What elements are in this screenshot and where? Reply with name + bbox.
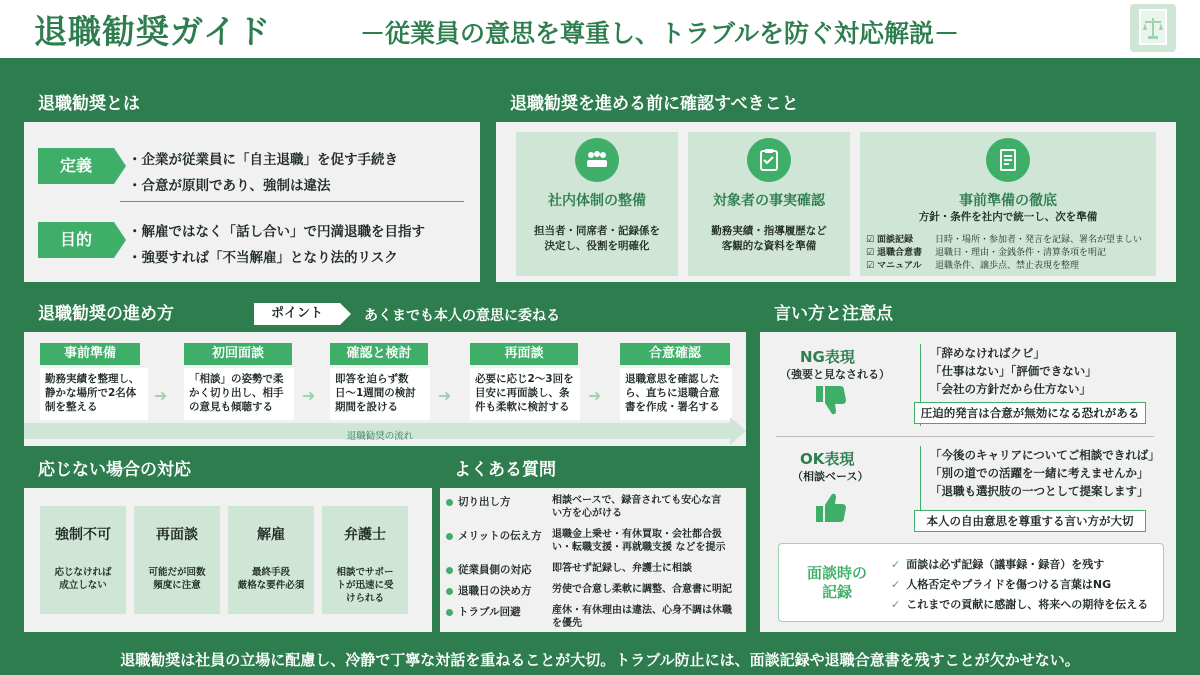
step-title: 事前準備 xyxy=(40,343,140,365)
meeting-record-text: 面談は必ず記録（議事録・録音）を残す xyxy=(906,558,1105,571)
step-title: 確認と検討 xyxy=(330,343,428,365)
checklist-label: 面談記録 xyxy=(876,235,913,245)
ok-sublabel: （相談ベース） xyxy=(792,470,869,483)
faq-question-text: 切り出し方 xyxy=(458,496,511,508)
clipboard-check-icon xyxy=(747,138,791,182)
meeting-record-title xyxy=(787,564,887,602)
refuse-option xyxy=(134,506,220,614)
card-title: 対象者の事実確認 xyxy=(713,193,825,209)
checklist-item: ☑ 面談記録 日時・場所・参加者・発言を記録、署名が望ましい xyxy=(866,232,1142,245)
meeting-record-line xyxy=(891,596,1148,612)
thumbs-down-icon xyxy=(814,384,850,420)
card-body-line: 勤務実績・指導履歴など xyxy=(711,225,827,237)
checklist-desc: 退職条件、譲歩点、禁止表現を整理 xyxy=(934,261,1079,271)
refuse-option-line: 厳格な要件必須 xyxy=(237,580,305,591)
faq-question-text: 退職日の決め方 xyxy=(458,585,532,597)
checklist-desc: 退職日・理由・金銭条件・清算条項を明記 xyxy=(934,248,1106,258)
footer-summary: 退職勧奨は社員の立場に配慮し、冷静で丁寧な対話を重ねることが大切。トラブル防止には、面談記録や退職合意書を残すことが欠かせない。 xyxy=(120,651,1080,669)
checklist-label: マニュアル xyxy=(876,261,922,271)
refuse-option xyxy=(228,506,314,614)
faq-panel xyxy=(440,452,746,632)
card-body-line: 決定し、役割を明確化 xyxy=(544,240,650,252)
refuse-option-line: 最終手段 xyxy=(251,567,290,578)
step-body: 「相談」の姿勢で柔かく切り出し、相手の意見も傾聴する xyxy=(184,368,294,420)
thumbs-up-icon xyxy=(814,492,850,528)
step-title: 合意確認 xyxy=(620,343,730,365)
ng-label: NG表現 xyxy=(800,348,855,366)
faq-answer xyxy=(552,528,725,554)
meeting-record-text: 人格否定やプライドを傷つける言葉はNG xyxy=(906,578,1112,591)
page-title: 退職勧奨ガイド xyxy=(34,12,272,51)
card-body-line: 担当者・同席者・記録係を xyxy=(534,225,660,237)
bullet-dot-icon xyxy=(446,499,453,506)
ok-phrase: 「別の道での活躍を一緒に考えませんか」 xyxy=(930,466,1149,480)
step-title: 初回面談 xyxy=(184,343,292,365)
step-body: 即答を迫らず数日〜1週間の検討期間を設ける xyxy=(330,368,430,420)
faq-question-text: トラブル回避 xyxy=(458,606,521,618)
faq-answer-line: 相談ベースで、録音されても安心な言 xyxy=(552,495,722,506)
purpose-line: ・強要すれば「不当解雇」となり法的リスク xyxy=(128,250,398,266)
bullet-dot-icon xyxy=(446,567,453,574)
faq-answer xyxy=(552,494,721,520)
faq-heading: よくある質問 xyxy=(440,452,746,488)
faq-question xyxy=(446,604,521,619)
definition-tag: 定義 xyxy=(38,148,114,184)
refuse-option-line: 頻度に注意 xyxy=(153,580,201,591)
law-book-scale-icon xyxy=(1130,4,1176,52)
refuse-option-body xyxy=(134,566,220,592)
ok-phrase: 「退職も選択肢の一つとして提案します」 xyxy=(930,484,1149,498)
header xyxy=(0,0,1200,58)
faq-answer-line: 労使で合意し柔軟に調整、合意書に明記 xyxy=(552,584,732,595)
refuse-option-line: けられる xyxy=(345,593,384,604)
faq-question-text: 従業員側の対応 xyxy=(458,564,532,576)
about-panel xyxy=(24,86,480,282)
refuse-option-line: トが迅速に受 xyxy=(336,580,394,591)
arrow-right-icon: ➜ xyxy=(438,386,452,405)
step-body: 勤務実績を整理し、静かな場所で2名体制を整える xyxy=(40,368,148,420)
faq-answer xyxy=(552,583,732,596)
refuse-option-body xyxy=(322,566,408,605)
faq-answer xyxy=(552,604,732,630)
meeting-record-title-line: 面談時の xyxy=(806,564,867,582)
check-icon: ✓ xyxy=(891,558,901,571)
faq-question xyxy=(446,528,542,543)
refuse-option xyxy=(40,506,126,614)
ok-label: OK表現 xyxy=(800,450,855,468)
refuse-option-line: 応じなければ xyxy=(54,567,112,578)
definition-line: ・合意が原則であり、強制は違法 xyxy=(128,178,331,194)
document-icon xyxy=(986,138,1030,182)
checklist-desc: 日時・場所・参加者・発言を記録、署名が望ましい xyxy=(934,235,1142,245)
step-body: 必要に応じ2〜3回を目安に再面談し、条件も柔軟に検討する xyxy=(470,368,580,420)
card-fact-check xyxy=(688,132,850,276)
bullet-dot-icon xyxy=(446,533,453,540)
arrow-right-icon: ➜ xyxy=(154,386,168,405)
step-body: 退職意思を確認したら、直ちに退職合意書を作成・署名する xyxy=(620,368,732,420)
check-icon: ✓ xyxy=(891,598,901,611)
check-icon: ✓ xyxy=(891,578,901,591)
faq-answer-line: 即答せず記録し、弁護士に相談 xyxy=(552,563,692,574)
faq-answer-line: い方を心がける xyxy=(552,508,622,519)
divider xyxy=(120,201,464,202)
ok-note: 本人の自由意思を尊重する言い方が大切 xyxy=(914,510,1146,532)
ok-phrase: 「今後のキャリアについてご相談できれば」 xyxy=(930,448,1160,462)
card-preparation xyxy=(860,132,1156,276)
refuse-option-body xyxy=(40,566,126,592)
faq-answer-line: を優先 xyxy=(552,618,582,629)
refuse-option-line: 相談でサポー xyxy=(336,567,394,578)
refuse-option-line: 成立しない xyxy=(59,580,107,591)
page-subtitle: －従業員の意思を尊重し、トラブルを防ぐ対応解説－ xyxy=(360,19,960,48)
faq-question xyxy=(446,494,511,509)
faq-question xyxy=(446,562,532,577)
flow-label: 退職勧奨の流れ xyxy=(346,431,414,442)
definition-line: ・企業が従業員に「自主退職」を促す手続き xyxy=(128,152,398,168)
checklist-item: ☑ 退職合意書 退職日・理由・金銭条件・清算条項を明記 xyxy=(866,245,1106,258)
faq-answer xyxy=(552,562,692,575)
step-title: 再面談 xyxy=(470,343,578,365)
card-body xyxy=(516,224,678,254)
refuse-heading: 応じない場合の対応 xyxy=(24,452,432,488)
refuse-panel xyxy=(24,452,432,632)
refuse-option-body xyxy=(228,566,314,592)
meeting-record-title-line: 記録 xyxy=(821,583,852,601)
refuse-option-title: 解雇 xyxy=(257,527,285,543)
bullet-dot-icon xyxy=(446,588,453,595)
arrow-right-icon: ➜ xyxy=(588,386,602,405)
confirm-heading: 退職勧奨を進める前に確認すべきこと xyxy=(496,86,1176,122)
people-icon xyxy=(575,138,619,182)
refuse-option-title: 弁護士 xyxy=(344,527,386,543)
process-heading: 退職勧奨の進め方 xyxy=(24,296,746,332)
checklist-item: ☑ マニュアル 退職条件、譲歩点、禁止表現を整理 xyxy=(866,258,1079,271)
faq-answer-line: 産休・有休理由は違法、心身不調は休職 xyxy=(552,605,732,616)
point-tag: ポイント xyxy=(254,303,340,325)
ng-note: 圧迫的発言は合意が無効になる恐れがある xyxy=(914,402,1146,424)
refuse-option xyxy=(322,506,408,614)
speech-heading: 言い方と注意点 xyxy=(760,296,1176,332)
meeting-record-line xyxy=(891,556,1104,572)
point-message: あくまでも本人の意思に委ねる xyxy=(364,308,560,324)
card-title: 社内体制の整備 xyxy=(548,193,646,209)
refuse-option-title: 強制不可 xyxy=(55,527,111,543)
checklist-label: 退職合意書 xyxy=(876,248,922,258)
faq-answer-line: い・転職支援・再就職支援 などを提示 xyxy=(552,542,726,553)
ng-phrase: 「辞めなければクビ」 xyxy=(930,346,1045,360)
faq-question xyxy=(446,583,532,598)
meeting-record-text: これまでの貢献に感謝し、将来への期待を伝える xyxy=(906,598,1149,611)
ng-sublabel: （強要と見なされる） xyxy=(780,368,890,381)
card-body xyxy=(688,224,850,254)
card-body-line: 方針・条件を社内で統一し、次を準備 xyxy=(918,211,1098,223)
divider xyxy=(776,436,1154,437)
about-heading: 退職勧奨とは xyxy=(24,86,480,122)
confirm-panel xyxy=(496,86,1176,282)
card-title: 事前準備の徹底 xyxy=(959,193,1057,209)
faq-question-text: メリットの伝え方 xyxy=(458,530,542,542)
faq-answer-line: 退職金上乗せ・有休買取・会社都合扱 xyxy=(552,529,722,540)
arrow-right-icon: ➜ xyxy=(302,386,316,405)
refuse-option-line: 可能だが回数 xyxy=(148,567,206,578)
card-body-line: 客観的な資料を準備 xyxy=(721,240,817,252)
meeting-record-line xyxy=(891,576,1111,592)
ng-phrase: 「会社の方針だから仕方ない」 xyxy=(930,382,1091,396)
ng-phrase: 「仕事はない」「評価できない」 xyxy=(930,364,1097,378)
card-organization xyxy=(516,132,678,276)
purpose-line: ・解雇ではなく「話し合い」で円満退職を目指す xyxy=(128,224,425,240)
refuse-option-title: 再面談 xyxy=(156,527,198,543)
bullet-dot-icon xyxy=(446,609,453,616)
purpose-tag: 目的 xyxy=(38,222,114,258)
meeting-record-box xyxy=(778,543,1164,622)
